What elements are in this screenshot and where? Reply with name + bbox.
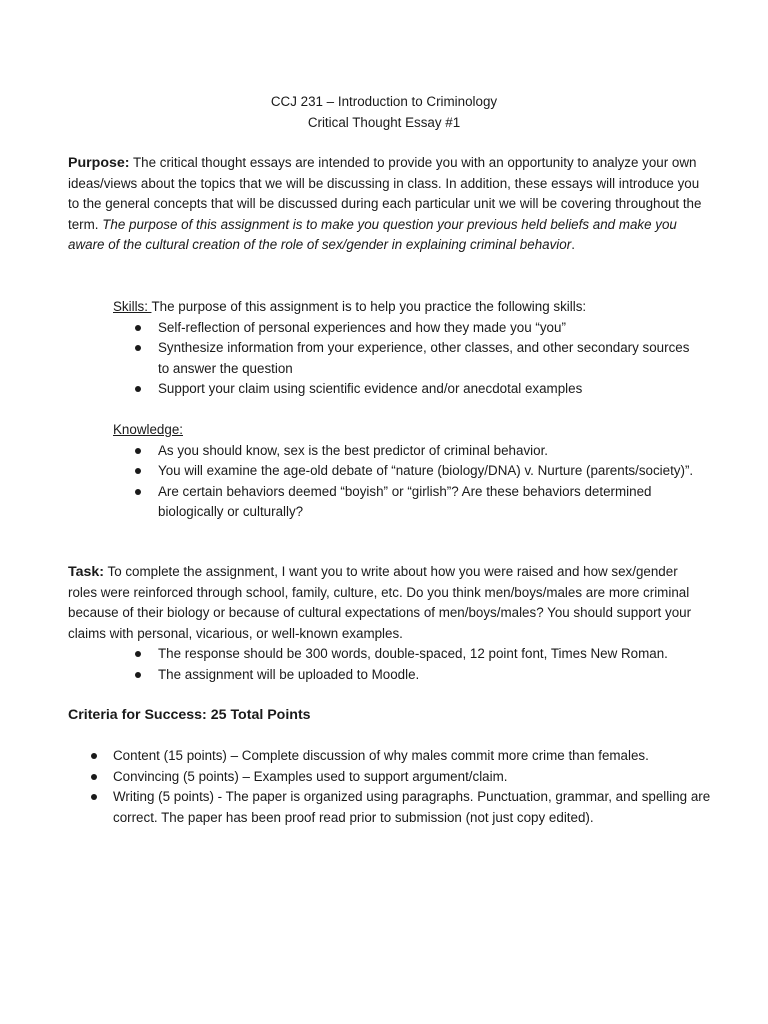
purpose-end: . [571,237,575,252]
knowledge-list [113,441,703,523]
list-item: Are certain behaviors deemed “boyish” or “girlish”? Are these behaviors determined biologically or culturally? [113,482,703,523]
task-requirements [113,644,703,685]
list-item: You will examine the age-old debate of “nature (biology/DNA) v. Nurture (parents/society)”. [113,461,703,482]
list-item: The assignment will be uploaded to Moodle. [113,665,703,686]
assignment-title: Critical Thought Essay #1 [307,114,461,130]
title-block [0,92,768,133]
criteria-heading: Criteria for Success: 25 Total Points [68,707,311,723]
list-item: Convincing (5 points) – Examples used to support argument/claim. [113,767,713,788]
list-item: Content (15 points) – Complete discussion of why males commit more crime than females. [113,746,713,767]
knowledge-section [113,420,703,523]
skills-label: Skills: [113,299,152,314]
skills-intro: The purpose of this assignment is to help you practice the following skills: [151,299,587,314]
task-paragraph [68,562,708,644]
list-item: The response should be 300 words, double-spaced, 12 point font, Times New Roman. [113,644,703,665]
task-label: Task: [68,564,105,580]
criteria-list [113,746,713,828]
purpose-text: The critical thought essays are intended to provide you with an opportunity to analyze your own ideas/views about the topics that we will be discussing in class. In addition, these essays will introduce you to the general concepts that will be discussed during each particular unit we will be covering throughout the term. [68,155,702,232]
skills-section [113,297,703,400]
list-item: Support your claim using scientific evidence and/or anecdotal examples [113,379,703,400]
list-item: Self-reflection of personal experiences and how they made you “you” [113,318,703,339]
task-text: To complete the assignment, I want you to write about how you were raised and how sex/gender roles were reinforced through school, family, culture, etc. Do you think men/boys/males are more criminal because of their biology or because of cultural expectations of men/boys/males? You should support your claims with personal, vicarious, or well-known examples. [68,564,692,641]
list-item: As you should know, sex is the best predictor of criminal behavior. [113,441,703,462]
knowledge-label: Knowledge: [113,422,183,437]
purpose-paragraph [68,153,708,256]
criteria-section [113,746,713,828]
task-list [113,644,703,685]
skills-list [113,318,703,400]
list-item: Synthesize information from your experience, other classes, and other secondary sources to answer the question [113,338,703,379]
purpose-label: Purpose: [68,155,130,171]
list-item: Writing (5 points) - The paper is organized using paragraphs. Punctuation, grammar, and spelling are correct. The paper has been proof read prior to submission (not just copy edited). [113,787,713,828]
course-title: CCJ 231 – Introduction to Criminology [270,94,498,109]
purpose-emphasis: The purpose of this assignment is to make you question your previous held beliefs and make you aware of the cultural creation of the role of sex/gender in explaining criminal behavior [68,216,677,252]
